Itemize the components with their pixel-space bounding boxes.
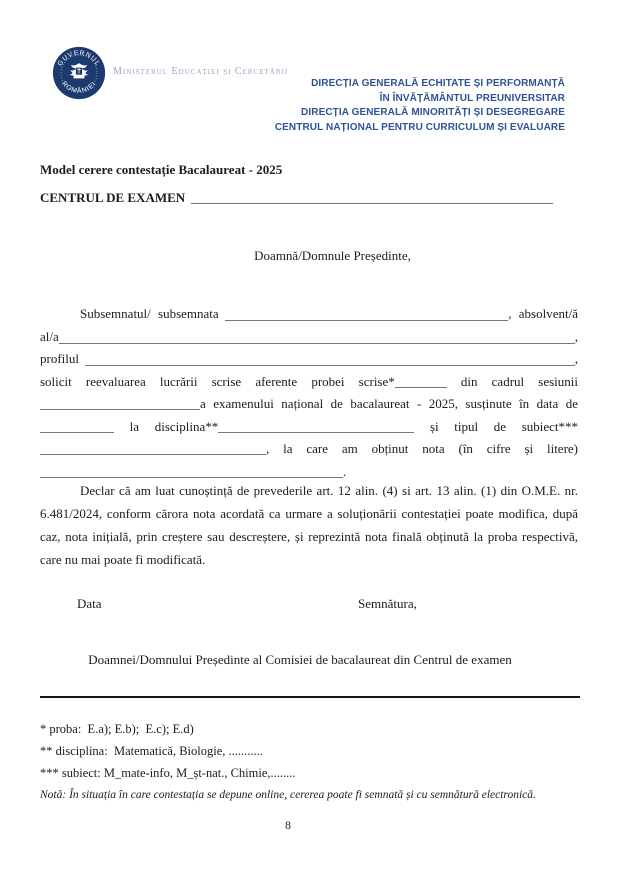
declaration-paragraph: Declar că am luat cunoștință de prevederile art. 12 alin. (4) si art. 13 alin. (1) din O.M.E. nr. 6.481/2024, conform cărora nota acordată ca urmare a soluționării contestației poate modifica, după caz, nota inițială, prin creștere sau descreștere, și reprezintă nota finală obținută la proba respectivă, care nu mai poate fi modificată. [40,483,578,567]
line3-suffix: , [574,351,578,366]
exam-center-line [40,190,553,206]
directorate-block [275,77,565,135]
body-line-7 [40,440,578,458]
grade-blank-field [40,465,343,478]
line1-suffix: , absolvent/ă [508,306,578,321]
footnote-proba: * proba: E.a); E.b); E.c); E.d) [40,722,194,736]
government-seal-icon [52,46,106,100]
line7-text: , la care am obținut nota (în cifre și litere) [266,441,578,456]
form-title: Model cerere contestație Bacalaureat - 2025 [40,162,283,177]
session-blank-field [40,397,200,410]
line2-suffix: , [574,329,578,344]
footnote-divider [40,696,580,698]
ministry-label: Ministerul Educației și Cercetării [113,66,289,77]
school-blank-field [59,343,575,344]
line6-suffix: și tipul de subiect*** [429,419,579,434]
body-line-5 [40,395,578,413]
proba-blank-field [395,375,447,388]
subject-type-blank-field [40,442,266,455]
line5-text: a examenului național de bacalaureat - 2025, susținute în data de [200,396,578,411]
page-number: 8 [285,818,291,832]
line3-text: profilul [40,351,79,366]
body-line-3 [40,350,578,368]
directorate-line: DIRECȚIA GENERALĂ MINORITĂȚI ȘI DESEGREGARE [301,107,565,119]
line2-text: al/a [40,329,59,344]
footnote-subiect: *** subiect: M_mate-info, M_șt-nat., Chimie,........ [40,766,296,780]
svg-text:ROMÂNIEI: ROMÂNIEI [60,80,98,95]
profile-blank-field [85,365,575,366]
body-line-2 [40,328,578,346]
directorate-line: ÎN ÎNVĂȚĂMÂNTUL PREUNIVERSITAR [379,92,565,104]
body-line-1 [40,305,578,323]
line8-text: . [343,464,347,479]
name-blank-field [225,320,509,321]
closing-address: Doamnei/Domnului Președinte al Comisiei de bacalaureat din Centrul de examen [88,652,512,667]
svg-text:GUVERNUL: GUVERNUL [56,49,102,68]
line1-text: Subsemnatul/ subsemnata [80,306,219,321]
line6-text: la disciplina** [129,419,219,434]
footnote-nota: Notă: În situația în care contestația se depune online, cererea poate fi semnată și cu semnătură electronică. [40,789,536,801]
directorate-line: DIRECȚIA GENERALĂ ECHITATE ȘI PERFORMANȚĂ [311,78,565,89]
salutation: Doamnă/Domnule Președinte, [254,248,411,263]
body-line-4 [40,373,578,391]
exam-center-label: CENTRUL DE EXAMEN [40,190,186,205]
line4-suffix: din cadrul sesiunii [460,374,578,389]
footnote-disciplina: ** disciplina: Matematică, Biologie, ........... [40,744,263,758]
date-blank-field [40,420,114,433]
body-line-6 [40,418,578,436]
directorate-line: CENTRUL NAȚIONAL PENTRU CURRICULUM ȘI EVALUARE [274,121,565,133]
exam-center-blank-field [191,203,553,204]
signature-label: Semnătura, [358,596,417,611]
discipline-blank-field [218,420,414,433]
line4-text: solicit reevaluarea lucrării scrise aferente probei scrise* [40,374,395,389]
date-label: Data [77,596,102,611]
